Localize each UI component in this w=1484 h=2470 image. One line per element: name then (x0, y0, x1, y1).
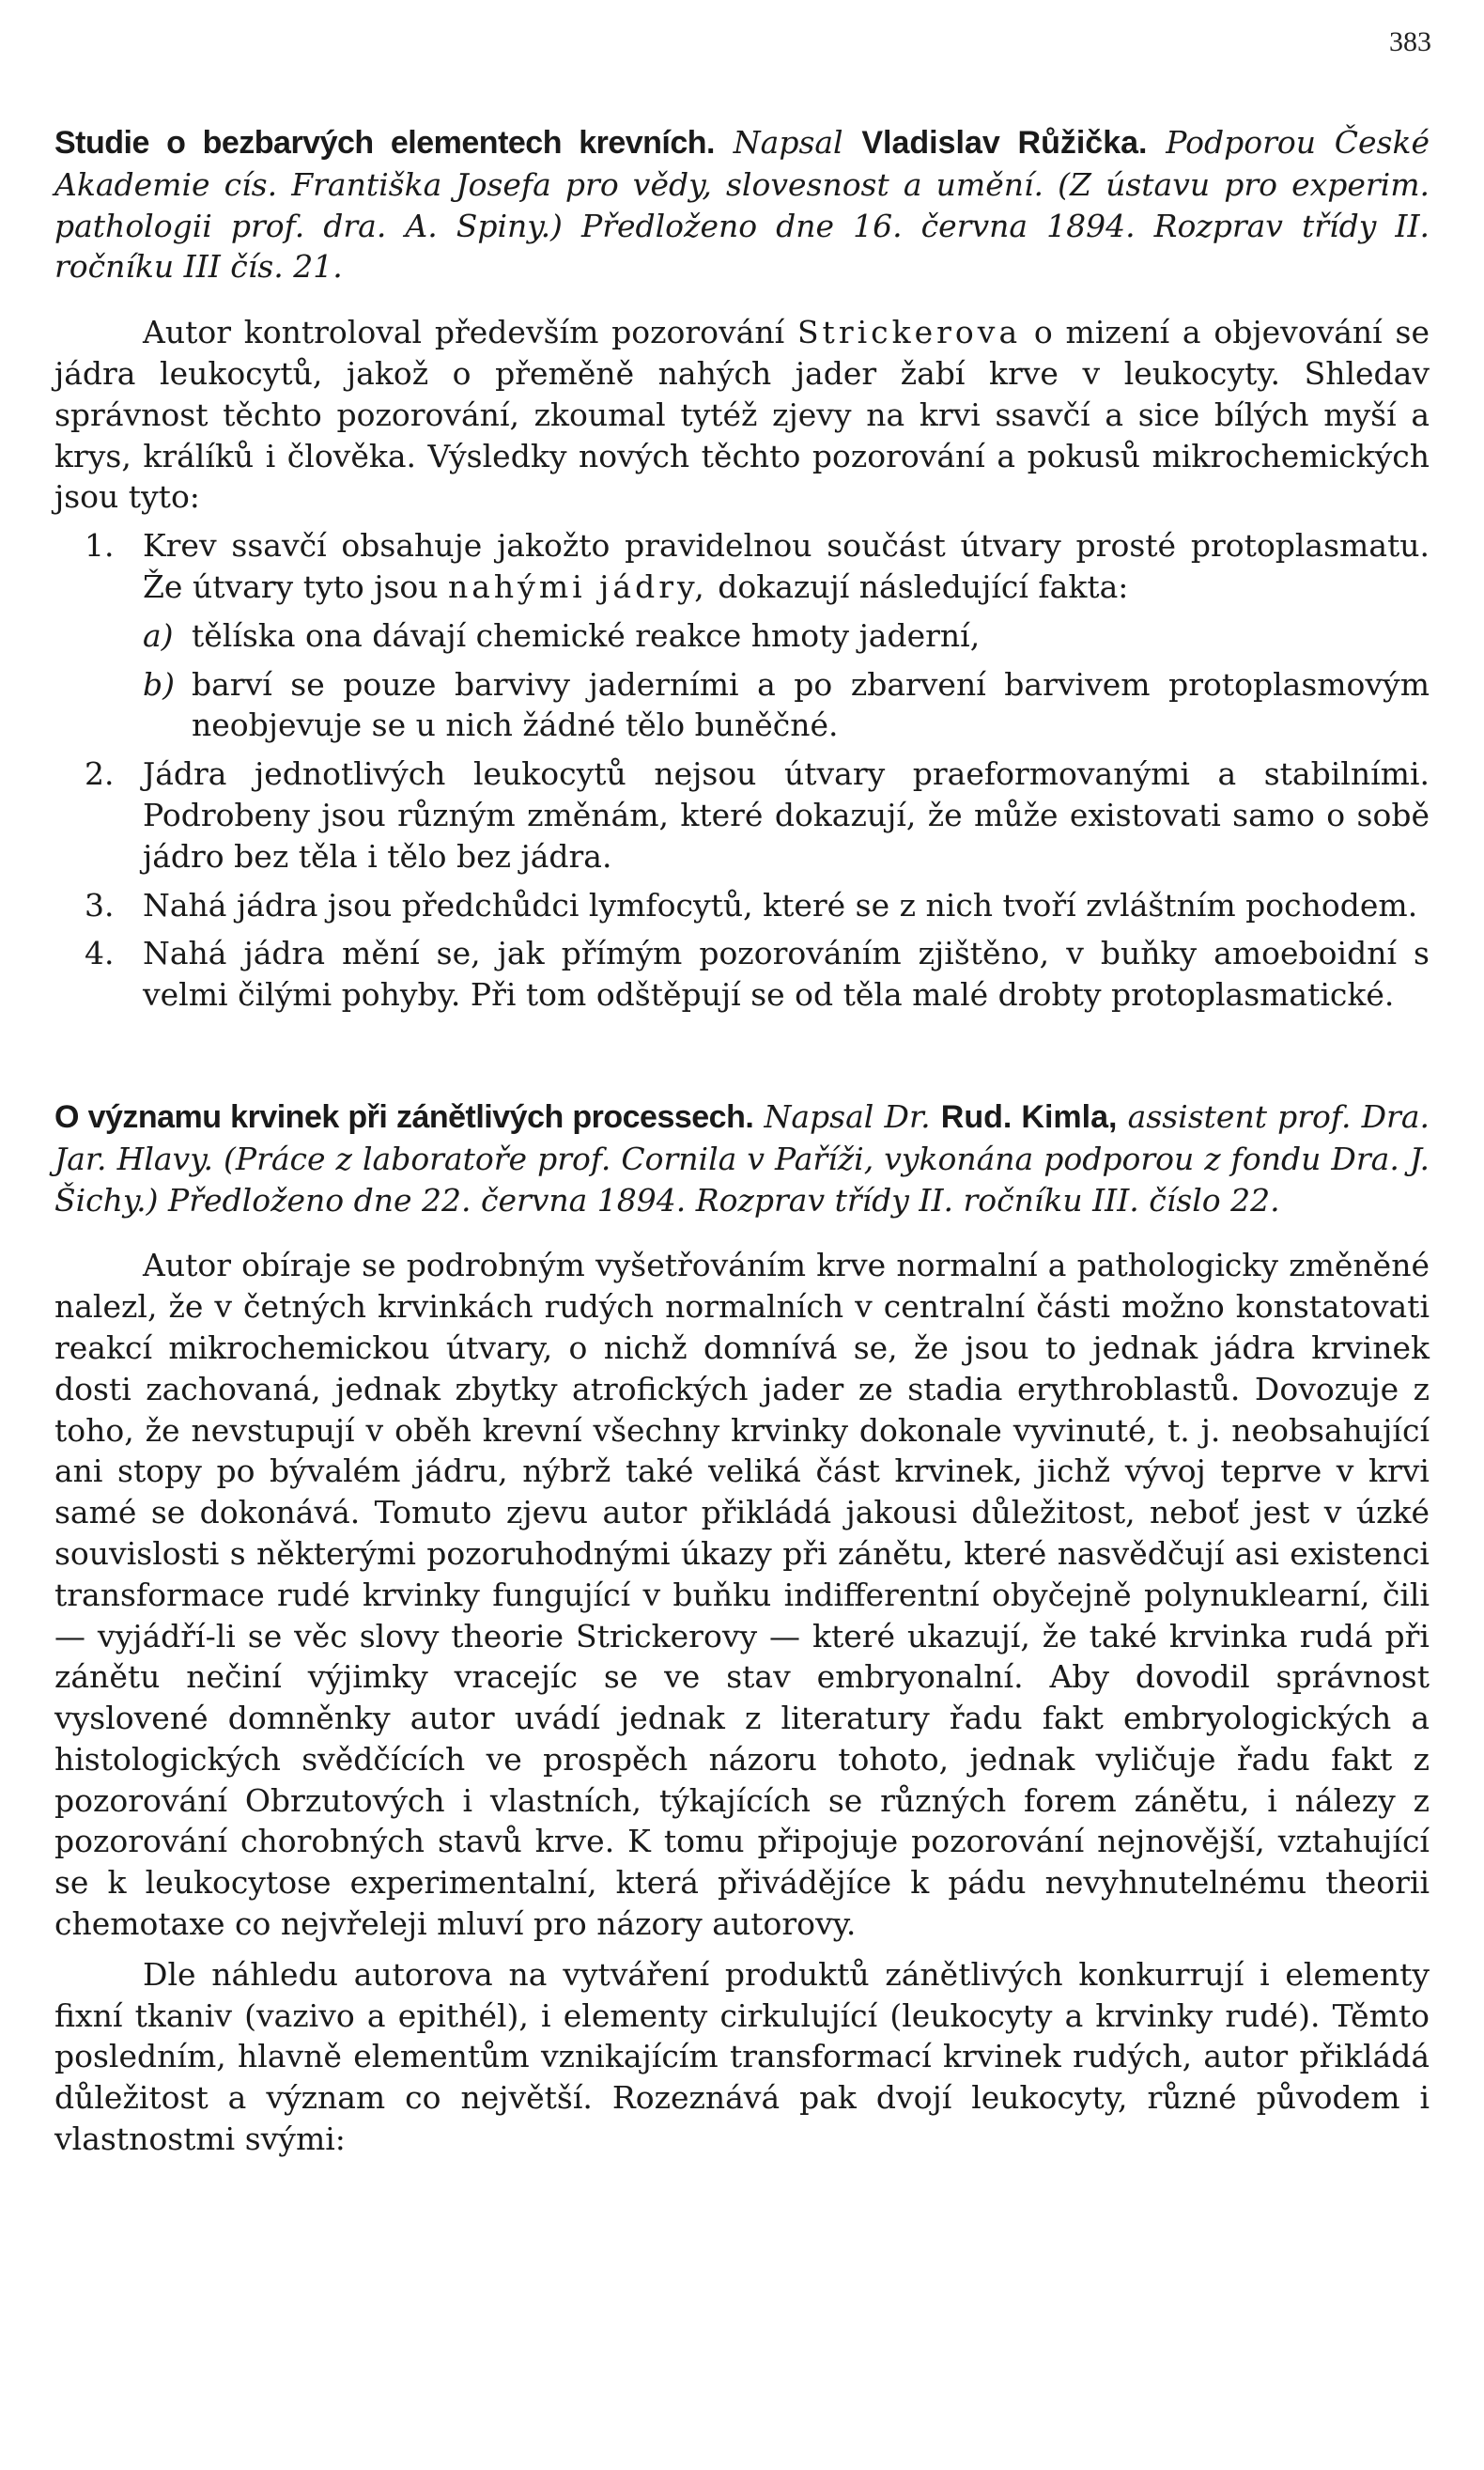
list-item-1-text-a: Krev ssavčí obsahuje jakožto pravidelnou součást útvary prosté protoplasmatu. Že útvary tyto jsou (143, 527, 1430, 605)
intro-text-b: o mizení a objevování se jádra leukocytů, jakož o přeměně nahých jader žabí krve v leukocyty. Shledav správnost těchto pozorování, zkoumal tytéž zjevy na krvi ssavčí a sice bílých myší a krys, králíků i člověka. Výsledky nových těchto pozorování a pokusů mikrochemických jsou tyto: (54, 314, 1430, 516)
article-1-header (54, 122, 1430, 287)
list-item-4 (54, 933, 1430, 1016)
list-item-1 (54, 525, 1430, 608)
list-item-3-text: Nahá jádra jsou předchůdci lymfocytů, které se z nich tvoří zvláštním pochodem. (143, 886, 1418, 924)
page-content (54, 122, 1430, 2160)
sub-item-a (54, 615, 1430, 657)
list-item-1-text-b: dokazují následující fakta: (718, 567, 1129, 605)
article-2-meta: assistent prof. Dra. Jar. Hlavy. (Práce z laboratoře prof. Cornila v Paříži, vykonána podporou z fondu Dra. J. Šichy.) Předloženo dne 22. června 1894. Rozprav třídy II. ročníku III. číslo 22. (54, 1097, 1430, 1219)
page-number: 383 (1389, 26, 1431, 57)
article-1-byline: Napsal (733, 124, 843, 161)
list-item-3 (54, 885, 1430, 926)
sub-item-a-text: tělíska ona dávají chemické reakce hmoty jaderní, (192, 616, 981, 654)
list-item-1-number: 1. (85, 527, 115, 565)
intro-name: Strickerova (796, 314, 1022, 351)
article-1-title: Studie o bezbarvých elementech krevních. (54, 125, 715, 161)
list-item-1-emphasis: nahými jádry, (448, 567, 708, 605)
article-1-intro (54, 312, 1430, 518)
article-1 (54, 122, 1430, 1016)
article-2-paragraph-1: Autor obíraje se podrobným vyšetřováním krve normalní a pathologicky změněné nalezl, že v četných krvinkách rudých normalních v centralní části možno konstatovati reakcí mikrochemickou útvary, o nichž domnívá se, že jsou to jednak jádra krvinek dosti zachovaná, jednak zbytky atrofických jader ze stadia erythroblastů. Dovozuje z toho, že nevstupují v oběh krevní všechny krvinky dokonale vyvinuté, t. j. neobsahující ani stopy po bývalém jádru, nýbrž také veliká část krvinek, jichž vývoj teprve v krvi samé se dokonává. Tomuto zjevu autor přikládá jakousi důležitost, neboť jest v úzké souvislosti s některými pozoruhodnými úkazy při zánětu, které nasvědčují asi existenci transformace rudé krvinky fungující v buňku indifferentní obyčejně polynuklearní, čili — vyjádří-li se věc slovy theorie Strickerovy — které ukazují, že také krvinka rudá při zánětu nečiní výjimky vracejíc se ve stav embryonalní. Aby dovodil správnost vyslovené domněnky autor uvádí jednak z literatury řadu fakt embryologických a histologických svědčících ve prospěch názoru tohoto, jednak vyličuje řadu fakt z pozorování Obrzutových i vlastních, týkajících se různých forem zánětu, i nálezy z pozorování chorobných stavů krve. K tomu připojuje pozorování nejnovější, vztahující se k leukocytose experimentalní, která přivádějíce k pádu nevyhnutelnému theorii chemotaxe co nejvřeleji mluví pro názory autorovy. (54, 1247, 1430, 1943)
list-item-2-number: 2. (85, 755, 115, 793)
sub-item-b-label: b) (143, 665, 175, 703)
article-1-meta: Podporou České Akademie cís. Františka Josefa pro vědy, slovesnost a umění. (Z ústavu pro experim. pathologii prof. dra. A. Spiny.) Předloženo dne 16. června 1894. Rozprav třídy II. ročníku III čís. 21. (54, 124, 1430, 286)
list-item-4-number: 4. (85, 935, 115, 972)
sub-item-a-label: a) (143, 616, 174, 654)
sub-item-b (54, 664, 1430, 747)
article-2-paragraph-2: Dle náhledu autorova na vytváření produktů zánětlivých konkurrují i elementy fixní tkaniv (vazivo a epithél), i elementy cirkulující (leukocyty a krvinky rudé). Těmto posledním, hlavně elementům vznikajícím transformací krvinek rudých, autor přikládá důležitost a význam co největší. Rozeznává pak dvojí leukocyty, různé původem i vlastnostmi svými: (54, 1955, 1430, 2158)
list-item-3-number: 3. (85, 886, 115, 924)
intro-text-a: Autor kontroloval především pozorování (143, 314, 785, 351)
article-2-author: Rud. Kimla, (940, 1098, 1118, 1135)
article-2-header (54, 1096, 1430, 1220)
list-item-2-text: Jádra jednotlivých leukocytů nejsou útvary praeformovanými a stabilními. Podrobeny jsou různým změnám, které dokazují, že může existovati samo o sobě jádro bez těla i tělo bez jádra. (143, 755, 1430, 875)
list-item-4-text: Nahá jádra mění se, jak přímým pozorováním zjištěno, v buňky amoeboidní s velmi čilými pohyby. Při tom odštěpují se od těla malé drobty protoplasmatické. (143, 935, 1430, 1014)
article-2-title: O významu krvinek při zánětlivých processech. (54, 1098, 754, 1135)
article-2-byline: Napsal Dr. (764, 1097, 931, 1135)
sub-item-b-text: barví se pouze barvivy jaderními a po zbarvení barvivem protoplasmovým neobjevuje se u nich žádné tělo buněčné. (192, 665, 1430, 744)
list-item-2 (54, 753, 1430, 877)
article-1-author: Vladislav Růžička. (861, 125, 1148, 161)
article-2 (54, 1096, 1430, 2160)
